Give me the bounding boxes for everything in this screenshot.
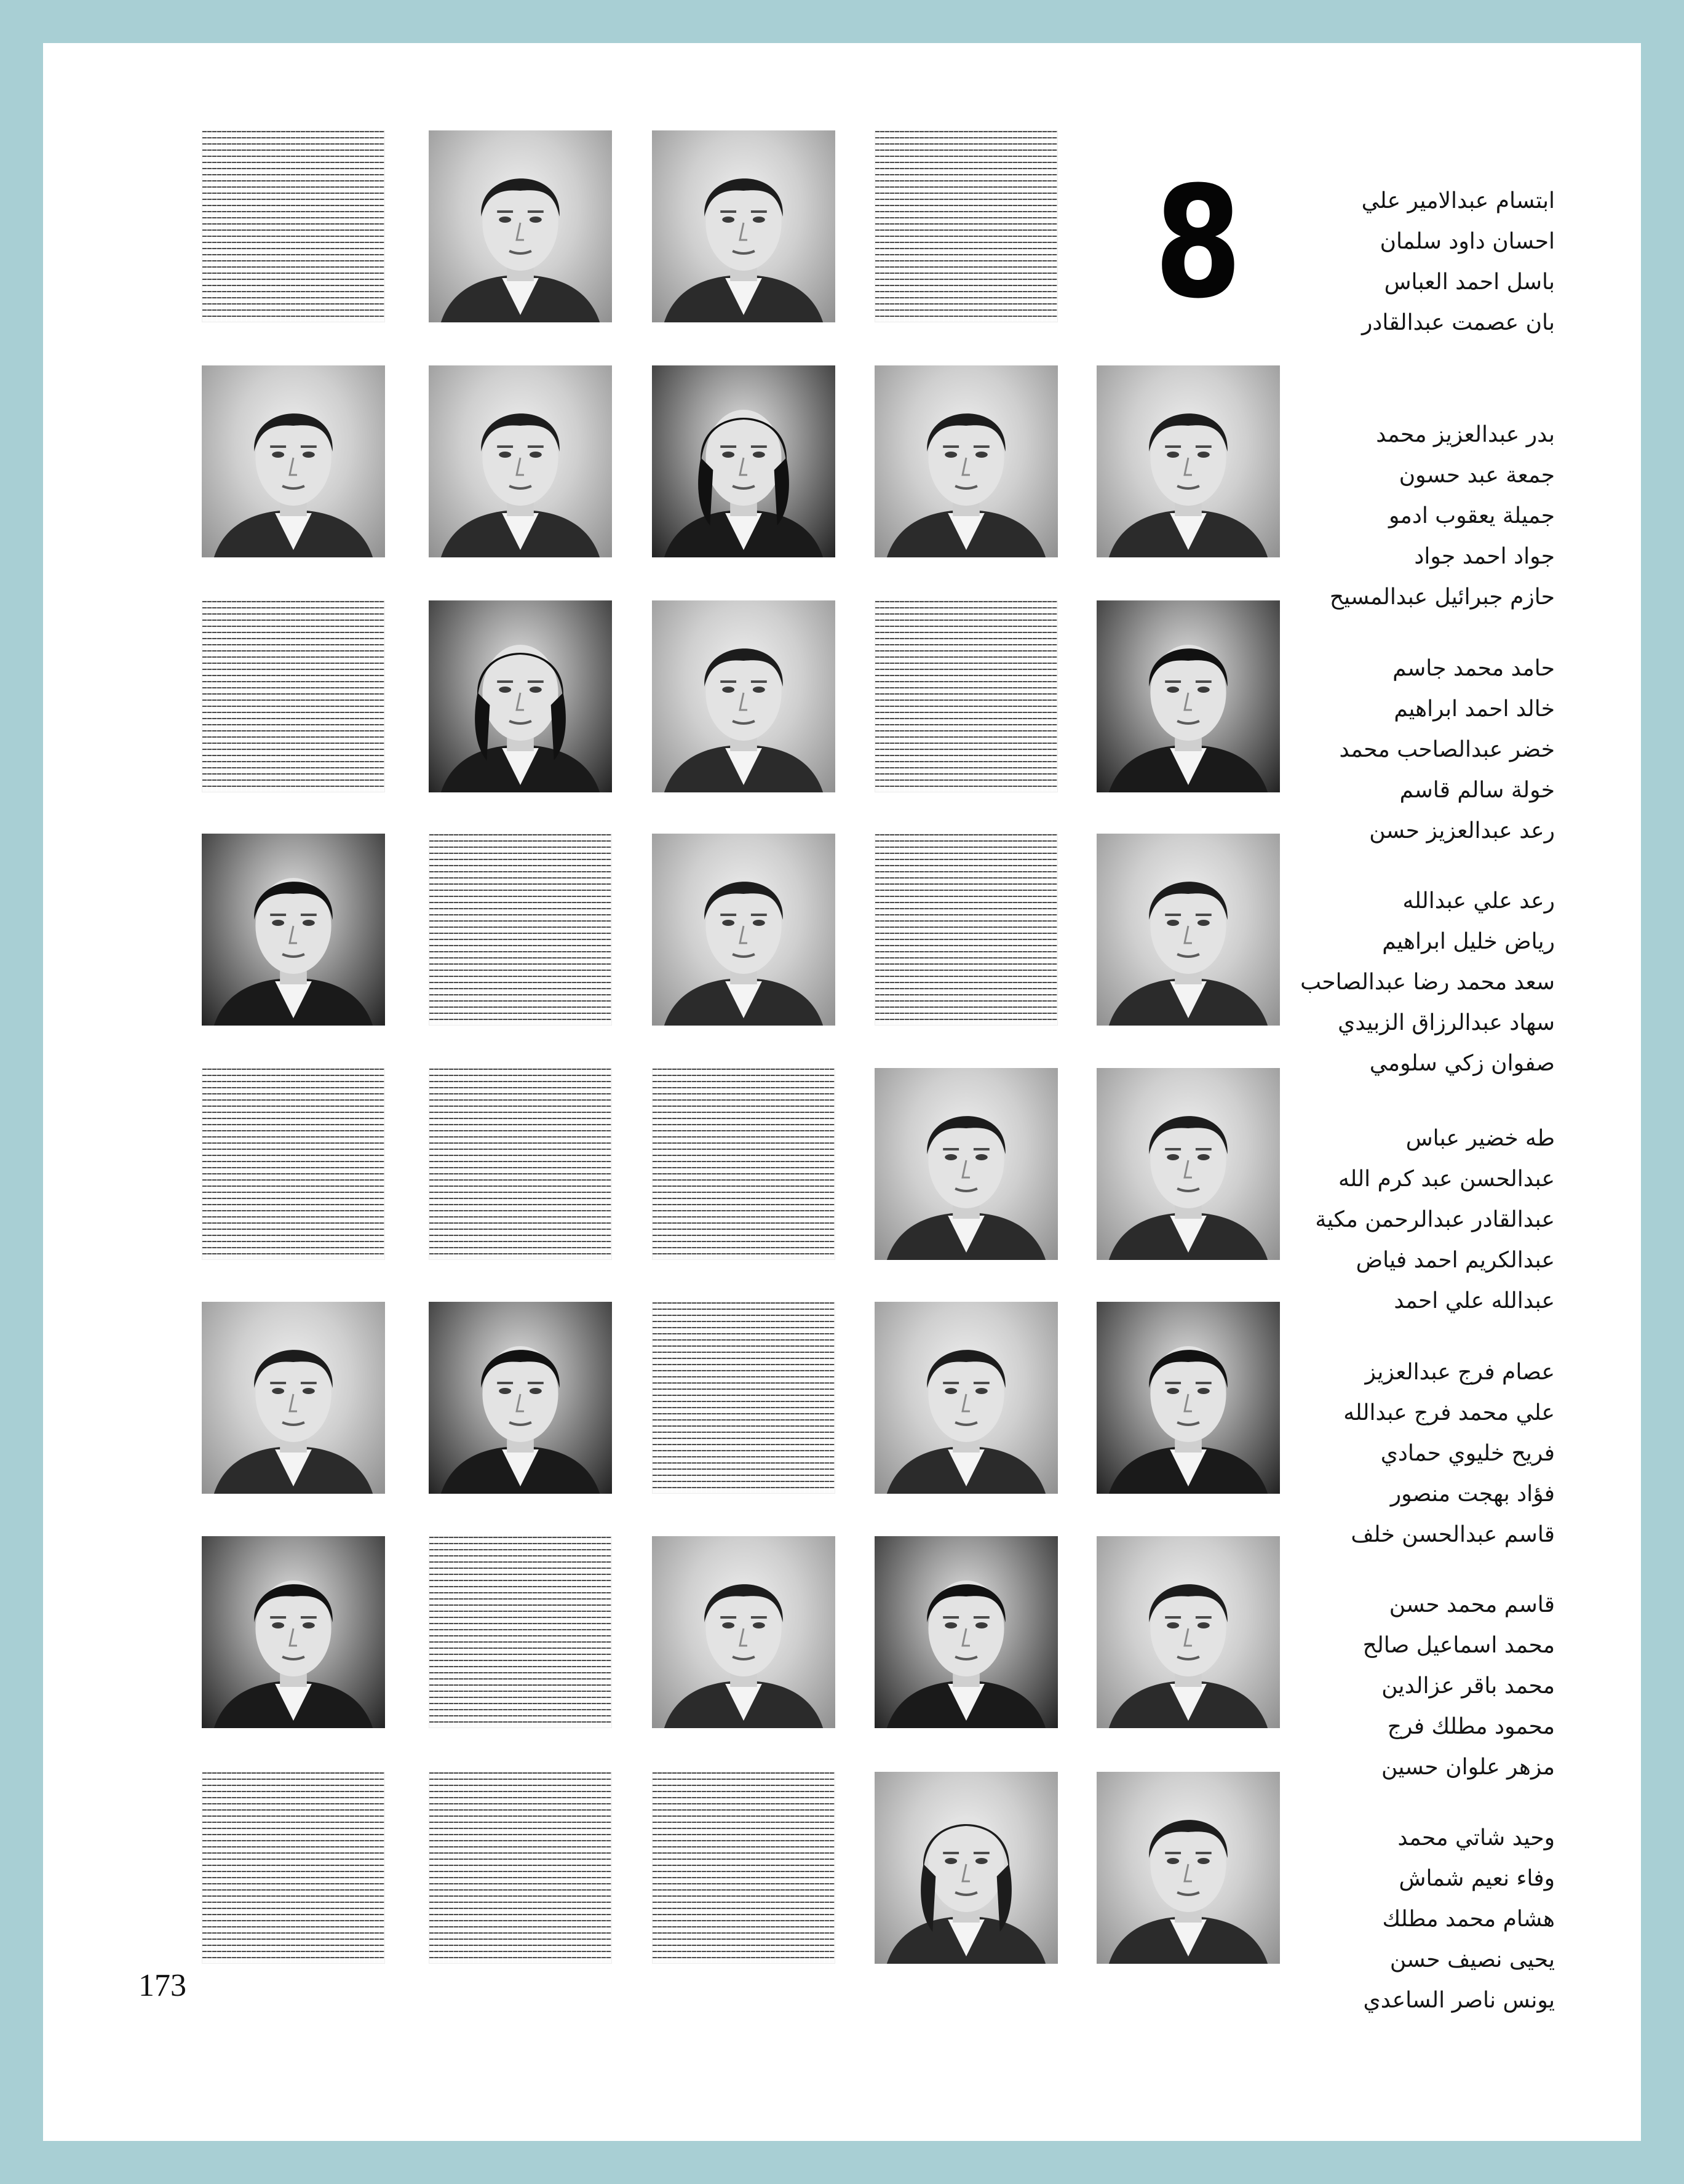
student-name: بدر عبدالعزيز محمد: [1376, 422, 1555, 447]
student-name: قاسم عبدالحسن خلف: [1351, 1522, 1555, 1547]
photo-placeholder: [202, 130, 385, 322]
student-name: جمعة عبد حسون: [1399, 463, 1555, 488]
student-photo-male: [652, 1536, 835, 1728]
name-list: [1235, 1352, 1555, 1555]
student-name: احسان داود سلمان: [1380, 229, 1555, 254]
student-name: فريح خليوي حمادي: [1380, 1441, 1555, 1466]
student-photo-female: [429, 600, 612, 792]
student-name: هشام محمد مطلك: [1382, 1907, 1555, 1932]
student-photo-male: [875, 1302, 1058, 1494]
student-photo-male: [202, 365, 385, 557]
student-name: ابتسام عبدالامير علي: [1361, 188, 1555, 213]
student-name: حازم جبرائيل عبدالمسيح: [1329, 584, 1555, 610]
student-name: عبدالحسن عبد كرم الله: [1338, 1166, 1555, 1192]
student-name: صفوان زكي سلومي: [1369, 1051, 1555, 1076]
student-name: جميلة يعقوب ادمو: [1388, 503, 1555, 528]
student-photo-male: [652, 834, 835, 1026]
student-name: يونس ناصر الساعدي: [1363, 1988, 1555, 2013]
student-name: محمود مطلك فرج: [1387, 1714, 1555, 1739]
student-name: عبدالله علي احمد: [1394, 1288, 1555, 1313]
name-list: [1235, 1585, 1555, 1788]
photo-placeholder: [652, 1772, 835, 1964]
student-name: رياض خليل ابراهيم: [1382, 929, 1555, 954]
name-list: [1235, 1818, 1555, 2021]
photo-placeholder: [202, 1068, 385, 1260]
name-list: [1235, 648, 1555, 851]
photo-placeholder: [652, 1068, 835, 1260]
student-photo-male: [875, 1536, 1058, 1728]
student-photo-male: [652, 600, 835, 792]
student-photo-male: [429, 1302, 612, 1494]
photo-placeholder: [429, 1536, 612, 1728]
student-name: سهاد عبدالرزاق الزبيدي: [1338, 1010, 1555, 1035]
photo-placeholder: [652, 1302, 835, 1494]
student-name: خولة سالم قاسم: [1399, 778, 1555, 803]
student-name: باسل احمد العباس: [1384, 269, 1555, 295]
student-name: محمد باقر عزالدين: [1381, 1673, 1555, 1699]
student-name: حامد محمد جاسم: [1392, 656, 1555, 681]
student-name: سعد محمد رضا عبدالصاحب: [1300, 970, 1555, 995]
student-name: مزهر علوان حسين: [1381, 1755, 1555, 1780]
name-list: [1235, 881, 1555, 1084]
student-name: قاسم محمد حسن: [1389, 1592, 1555, 1617]
photo-placeholder: [202, 1772, 385, 1964]
photo-placeholder: [875, 834, 1058, 1026]
student-name: يحيى نصيف حسن: [1389, 1947, 1555, 1972]
name-list: [1235, 181, 1555, 343]
student-name: فؤاد بهجت منصور: [1390, 1481, 1555, 1507]
student-photo-male: [875, 1068, 1058, 1260]
student-name: خالد احمد ابراهيم: [1394, 696, 1555, 722]
student-photo-male: [202, 834, 385, 1026]
student-photo-male: [202, 1536, 385, 1728]
photo-placeholder: [202, 600, 385, 792]
student-name: عبدالقادر عبدالرحمن مكية: [1315, 1207, 1555, 1232]
page-number: 173: [138, 1968, 186, 2003]
name-list: [1235, 1118, 1555, 1321]
student-name: وحيد شاتي محمد: [1397, 1825, 1555, 1851]
student-photo-male: [875, 365, 1058, 557]
student-photo-male: [429, 130, 612, 322]
yearbook-page: [43, 43, 1641, 2141]
student-name: عبدالكريم احمد فياض: [1356, 1248, 1555, 1273]
student-photo-female: [875, 1772, 1058, 1964]
photo-placeholder: [875, 130, 1058, 322]
student-name: بان عصمت عبدالقادر: [1362, 310, 1555, 335]
student-name: وفاء نعيم شماش: [1399, 1866, 1555, 1891]
photo-placeholder: [429, 834, 612, 1026]
student-name: محمد اسماعيل صالح: [1362, 1633, 1555, 1658]
photo-placeholder: [429, 1772, 612, 1964]
photo-placeholder: [429, 1068, 612, 1260]
student-name: رعد عبدالعزيز حسن: [1369, 818, 1555, 843]
student-name: خضر عبدالصاحب محمد: [1339, 737, 1555, 762]
student-name: علي محمد فرج عبدالله: [1343, 1400, 1555, 1425]
student-photo-female: [652, 365, 835, 557]
name-list: [1235, 415, 1555, 618]
student-photo-male: [429, 365, 612, 557]
section-number: 8: [1154, 153, 1242, 332]
student-photo-male: [652, 130, 835, 322]
student-name: عصام فرج عبدالعزيز: [1365, 1360, 1555, 1385]
student-name: جواد احمد جواد: [1414, 544, 1555, 569]
student-name: طه خضير عباس: [1405, 1126, 1555, 1151]
photo-placeholder: [875, 600, 1058, 792]
student-photo-male: [202, 1302, 385, 1494]
student-name: رعد علي عبدالله: [1402, 888, 1555, 914]
